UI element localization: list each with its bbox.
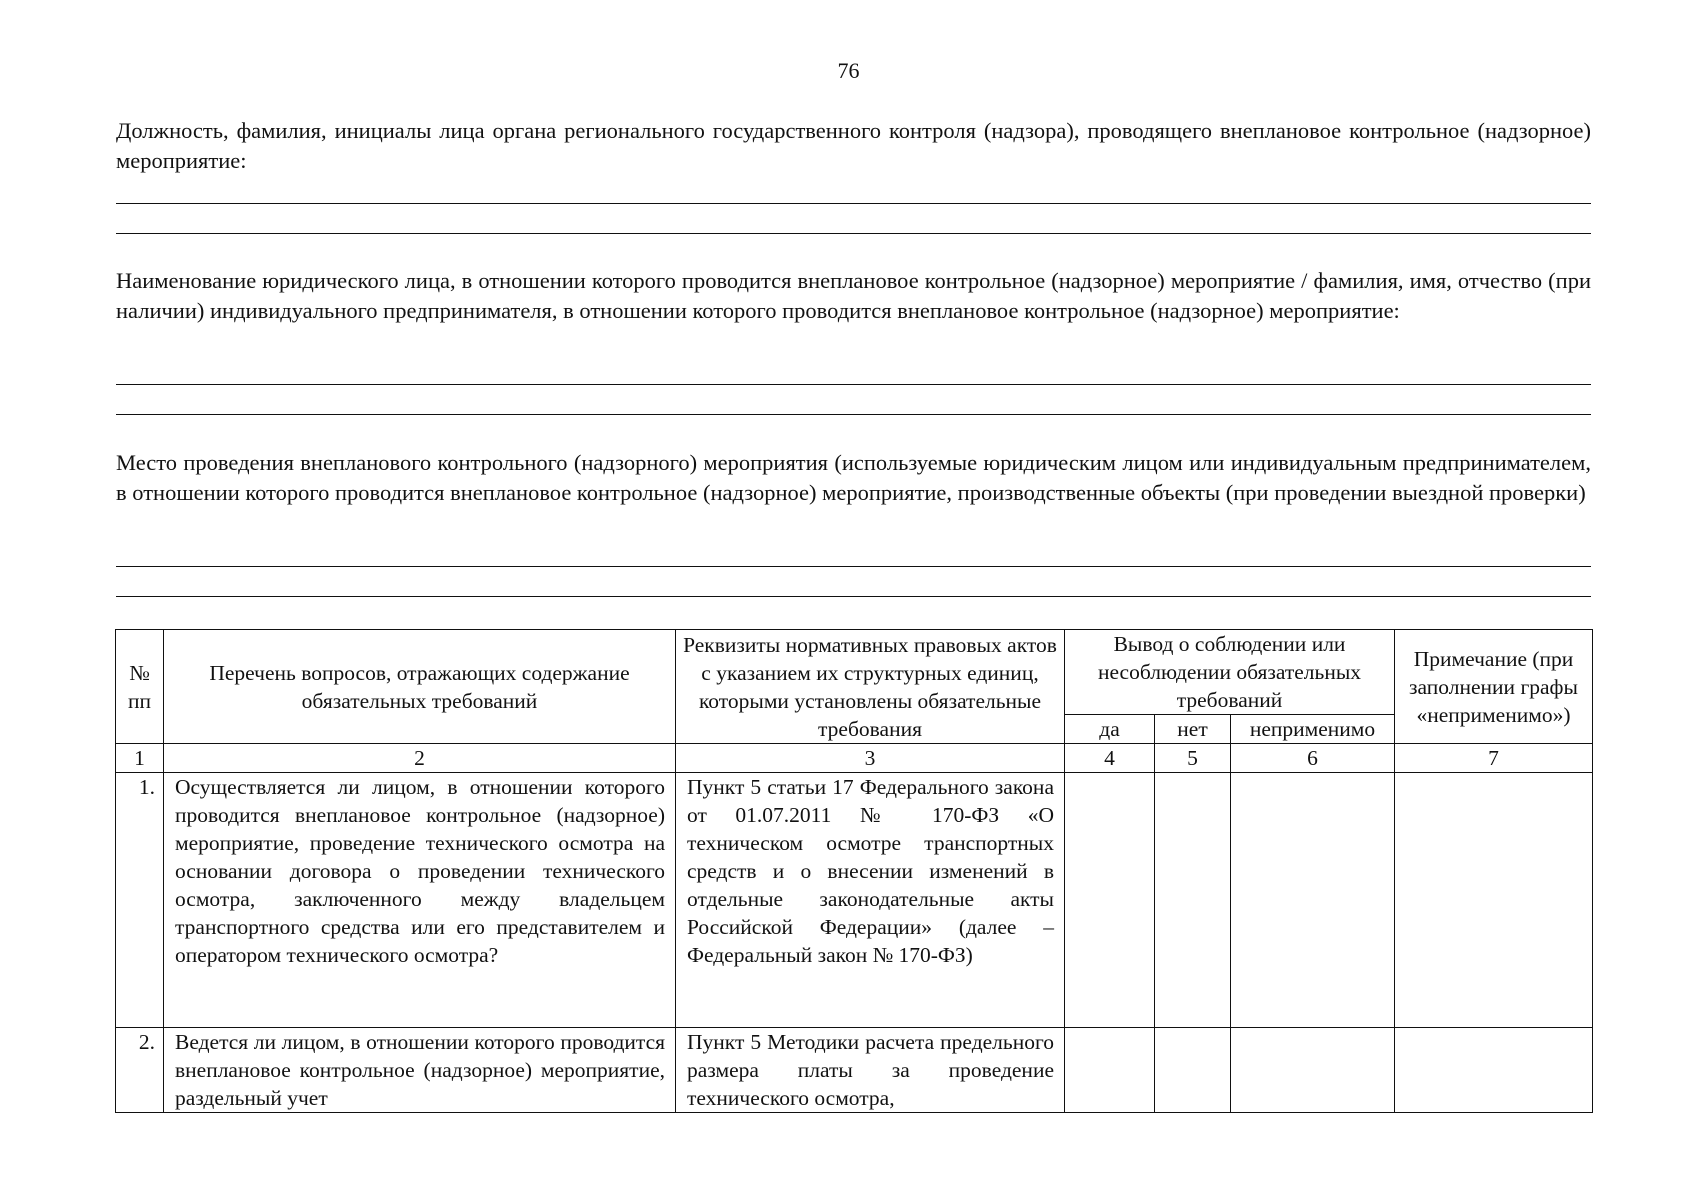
- cell-na[interactable]: [1231, 773, 1395, 1028]
- header-questions: Перечень вопросов, отражающих содержание обязательных требований: [164, 630, 676, 744]
- cell-no[interactable]: [1155, 773, 1231, 1028]
- row-number: 2.: [116, 1028, 164, 1113]
- column-index: 4: [1065, 744, 1155, 773]
- header-conclusion: Вывод о соблюдении или несоблюдении обязательных требований: [1065, 630, 1395, 715]
- official-position-line-2[interactable]: [116, 233, 1591, 234]
- cell-na[interactable]: [1231, 1028, 1395, 1113]
- inspection-place-line-2[interactable]: [116, 596, 1591, 597]
- cell-yes[interactable]: [1065, 1028, 1155, 1113]
- column-index: 1: [116, 744, 164, 773]
- header-row: [116, 630, 1593, 715]
- column-index-row: [116, 744, 1593, 773]
- table-row: [116, 773, 1593, 1028]
- entity-name-line-1[interactable]: [116, 384, 1591, 385]
- header-no: нет: [1155, 715, 1231, 744]
- column-index: 5: [1155, 744, 1231, 773]
- inspection-place-label: Место проведения внепланового контрольного (надзорного) мероприятия (используемые юридическим лицом или индивидуальным предпринимателем, в отношении которого проводится внеплановое контрольное (надзорное) мероприятие, производственные объекты (при проведении выездной проверки): [116, 450, 1591, 505]
- entity-name-label: Наименование юридического лица, в отношении которого проводится внеплановое контрольное (надзорное) мероприятие / фамилия, имя, отчество (при наличии) индивидуального предпринимателя, в отношении которого проводится внеплановое контрольное (надзорное) мероприятие:: [116, 268, 1591, 323]
- column-index: 3: [676, 744, 1065, 773]
- row-reference: Пункт 5 статьи 17 Федерального закона от 01.07.2011 № 170-ФЗ «О техническом осмотре транспортных средств и о внесении изменений в отдельные законодательные акты Российской Федерации» (далее – Федеральный закон № 170-ФЗ): [676, 773, 1065, 1028]
- entity-name-line-2[interactable]: [116, 414, 1591, 415]
- official-position-line-1[interactable]: [116, 203, 1591, 204]
- checklist-table: [115, 629, 1593, 1113]
- header-na: неприменимо: [1231, 715, 1395, 744]
- row-number: 1.: [116, 773, 164, 1028]
- official-position-label: Должность, фамилия, инициалы лица органа регионального государственного контроля (надзора), проводящего внеплановое контрольное (надзорное) мероприятие:: [116, 118, 1591, 173]
- column-index: 6: [1231, 744, 1395, 773]
- column-index: 2: [164, 744, 676, 773]
- cell-note[interactable]: [1395, 1028, 1593, 1113]
- header-num: № пп: [116, 630, 164, 744]
- header-note: Примечание (при заполнении графы «неприменимо»): [1395, 630, 1593, 744]
- cell-no[interactable]: [1155, 1028, 1231, 1113]
- row-reference: Пункт 5 Методики расчета предельного размера платы за проведение технического осмотра,: [676, 1028, 1065, 1113]
- row-question: Осуществляется ли лицом, в отношении которого проводится внеплановое контрольное (надзорное) мероприятие, проведение технического осмотра на основании договора о проведении технического осмотра, заключенного между владельцем транспортного средства или его представителем и оператором технического осмотра?: [164, 773, 676, 1028]
- column-index: 7: [1395, 744, 1593, 773]
- inspection-place-line-1[interactable]: [116, 566, 1591, 567]
- page-number: 76: [837, 58, 860, 83]
- table-row: [116, 1028, 1593, 1113]
- header-yes: да: [1065, 715, 1155, 744]
- header-references: Реквизиты нормативных правовых актов с указанием их структурных единиц, которыми установлены обязательные требования: [676, 630, 1065, 744]
- cell-note[interactable]: [1395, 773, 1593, 1028]
- row-question: Ведется ли лицом, в отношении которого проводится внеплановое контрольное (надзорное) мероприятие, раздельный учет: [164, 1028, 676, 1113]
- cell-yes[interactable]: [1065, 773, 1155, 1028]
